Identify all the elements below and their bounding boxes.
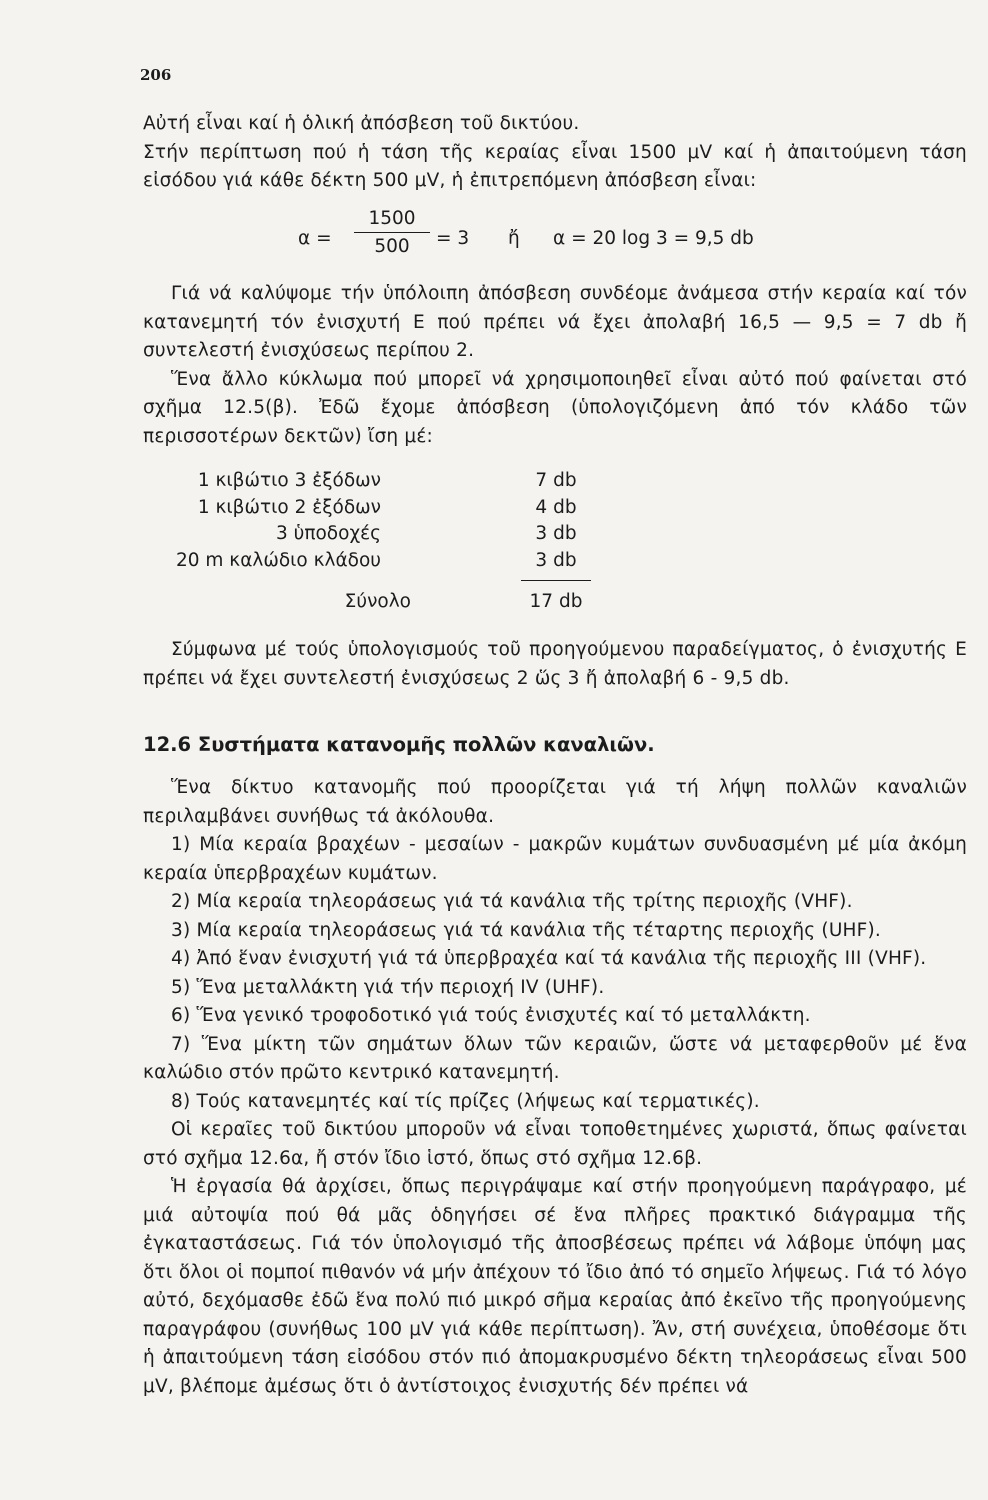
components-list <box>143 831 967 1116</box>
formula-fraction <box>354 208 430 257</box>
list-item: 6) Ἕνα γενικό τροφοδοτικό γιά τούς ἐνισχυτές καί τό μεταλλάκτη. <box>171 1005 811 1026</box>
conclusion-block <box>143 636 967 693</box>
loss-item: 3 ὑποδοχές <box>276 523 381 544</box>
amplifier-paragraph: Γιά νά καλύψομε τήν ὑπόλοιπη ἀπόσβεση συνδέομε ἀνάμεσα στήν κεραία καί τόν κατανεμητή τόν ἐνισχυτή Ε πού πρέπει νά ἔχει ἀπολαβή 16,5 — 9,5 = 7 db ἤ συντελεστή ἐνισχύσεως περίπου 2. <box>143 283 967 361</box>
loss-value: 7 db <box>535 470 577 491</box>
section-body <box>143 774 967 1401</box>
section-intro: Ἕνα δίκτυο κατανομῆς πού προορίζεται γιά τή λήψη πολλῶν καναλιῶν περιλαμβάνει συνήθως τά ἀκόλουθα. <box>143 777 967 827</box>
total-value: 17 db <box>529 591 583 612</box>
formula-or: ἤ <box>508 228 520 249</box>
loss-item: 1 κιβώτιο 2 ἐξόδων <box>197 496 381 518</box>
intro-block <box>143 110 967 196</box>
loss-value: 4 db <box>535 496 577 518</box>
list-item: 7) Ἕνα μίκτη τῶν σημάτων ὅλων τῶν κεραιῶν, ὥστε νά μεταφερθοῦν μέ ἕνα καλώδιο στόν πρῶτο κεντρικό κατανεμητή. <box>143 1033 967 1083</box>
formula-db: α = 20 log 3 = 9,5 db <box>553 228 754 249</box>
list-item: 1) Μία κεραία βραχέων - μεσαίων - μακρῶν κυμάτων συνδυασμένη μέ μία ἀκόμη κεραία ὑπερβραχέων κυμάτων. <box>143 834 967 884</box>
loss-row <box>143 470 603 497</box>
sum-rule <box>521 580 591 581</box>
formula-denominator: 500 <box>374 236 410 257</box>
list-item: 5) Ἕνα μεταλλάκτη γιά τήν περιοχή IV (UHF). <box>171 976 605 998</box>
formula-numerator: 1500 <box>354 208 430 233</box>
middle-block <box>143 280 967 451</box>
total-label: Σύνολο <box>344 591 411 612</box>
formula-lhs: α = <box>298 228 332 249</box>
attenuation-formula <box>298 208 858 268</box>
loss-value: 3 db <box>535 549 577 571</box>
circuit-paragraph: Ἕνα ἄλλο κύκλωμα πού μπορεῖ νά χρησιμοποιηθεῖ εἶναι αὐτό πού φαίνεται στό σχῆμα 12.5(β). Ἐδῶ ἔχομε ἀπόσβεση (ὑπολογιζόμενη ἀπό τόν κλάδο τῶν περισσοτέρων δεκτῶν) ἴση μέ: <box>143 368 967 447</box>
mounting-paragraph: Οἱ κεραῖες τοῦ δικτύου μποροῦν νά εἶναι τοποθετημένες χωριστά, ὅπως φαίνεται στό σχῆμα 12.6α, ἤ στόν ἴδιο ἱστό, ὅπως στό σχῆμα 12.6β. <box>143 1119 967 1169</box>
loss-row <box>143 497 603 524</box>
conclusion-paragraph: Σύμφωνα μέ τούς ὑπολογισμούς τοῦ προηγούμενου παραδείγματος, ὁ ἐνισχυτής Ε πρέπει νά ἔχει συντελεστή ἐνισχύσεως 2 ὥς 3 ἤ ἀπολαβή 6 - 9,5 db. <box>143 639 967 689</box>
total-row <box>143 591 603 619</box>
loss-item: 1 κιβώτιο 3 ἐξόδων <box>197 470 381 491</box>
list-item: 8) Τούς κατανεμητές καί τίς πρίζες (λήψεως καί τερματικές). <box>171 1090 760 1112</box>
list-item: 2) Μία κεραία τηλεοράσεως γιά τά κανάλια τῆς τρίτης περιοχῆς (VHF). <box>171 891 853 912</box>
intro-paragraph: Στήν περίπτωση πού ἡ τάση τῆς κεραίας εἶναι 1500 μV καί ἡ ἀπαιτούμενη τάση εἰσόδου γιά κάθε δέκτη 500 μV, ἡ ἐπιτρεπόμενη ἀπόσβεση εἶναι: <box>143 141 967 191</box>
page-number: 206 <box>140 66 172 84</box>
loss-row <box>143 550 603 577</box>
intro-line: Αὐτή εἶναι καί ἡ ὁλική ἀπόσβεση τοῦ δικτύου. <box>143 113 580 134</box>
formula-result: = 3 <box>436 228 470 249</box>
loss-item: 20 m καλώδιο κλάδου <box>175 549 381 571</box>
losses-table <box>143 470 603 612</box>
section-heading: 12.6 Συστήματα κατανομῆς πολλῶν καναλιῶν. <box>143 733 655 756</box>
work-paragraph: Ἡ ἐργασία θά ἀρχίσει, ὅπως περιγράψαμε καί στήν προηγούμενη παράγραφο, μέ μιά αὐτοψία πού θά μᾶς ὁδηγήσει σέ ἕνα πλῆρες πρακτικό διάγραμμα τῆς ἐγκαταστάσεως. Γιά τόν ὑπολογισμό τῆς ἀποσβέσεως πρέπει νά λάβομε ὑπόψη μας ὅτι ὅλοι οἱ πομποί πιθανόν νά μήν ἀπέχουν τό ἴδιο ἀπό τό σημεῖο λήψεως. Γιά τό λόγο αὐτό, δεχόμασθε ἐδῶ ἕνα πολύ πιό μικρό σῆμα κεραίας ἀπό ἐκεῖνο τῆς προηγούμενης παραγράφου (συνήθως 100 μV γιά κάθε περίπτωση). Ἄν, στή συνέχεια, ὑποθέσομε ὅτι ἡ ἀπαιτούμενη τάση εἰσόδου στόν πιό ἀπομακρυσμένο δέκτη τηλεοράσεως εἶναι 500 μV, βλέπομε ἀμέσως ὅτι ὁ ἀντίστοιχος ἐνισχυτής δέν πρέπει νά <box>143 1176 967 1397</box>
loss-row <box>143 523 603 550</box>
list-item: 4) Ἀπό ἕναν ἐνισχυτή γιά τά ὑπερβραχέα καί τά κανάλια τῆς περιοχῆς III (VHF). <box>171 948 927 969</box>
loss-value: 3 db <box>535 523 577 544</box>
list-item: 3) Μία κεραία τηλεοράσεως γιά τά κανάλια τῆς τέταρτης περιοχῆς (UHF). <box>171 919 882 941</box>
